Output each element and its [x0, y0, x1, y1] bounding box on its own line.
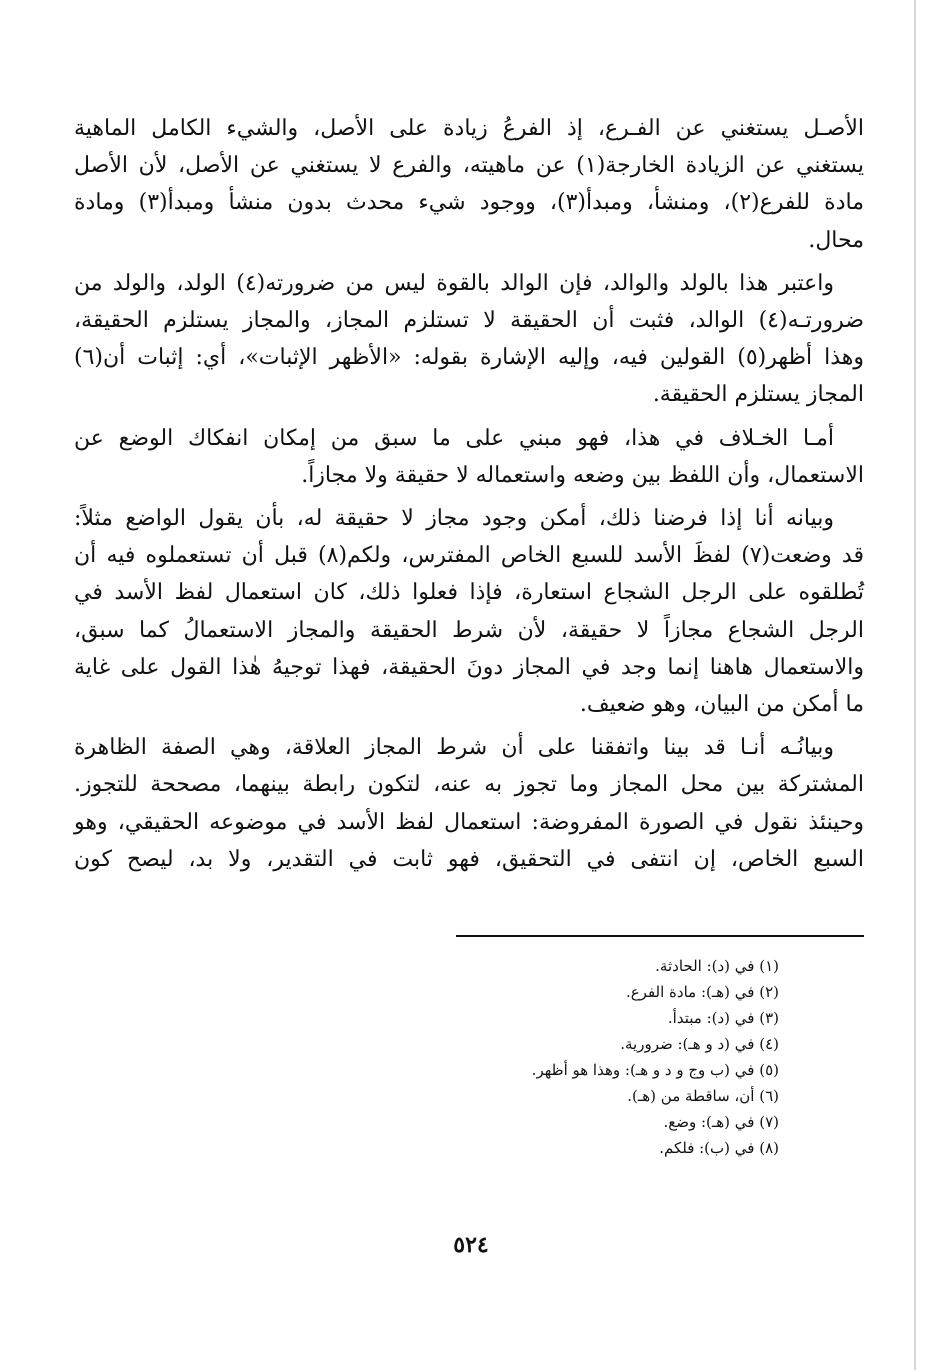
text-line: الرجل الشجاع مجازاً لا حقيقة، لأن شرط الحقيقة والمجاز الاستعمالُ كما سبق،	[74, 617, 864, 643]
text-line: واعتبر هذا بالولد والوالد، فإن الوالد بالقوة ليس من ضرورته(٤) الولد، والولد من	[74, 270, 834, 296]
text-line: يستغني عن الزيادة الخارجة(١) عن ماهيته، والفرع لا يستغني عن الأصل، لأن الأصل	[74, 153, 864, 179]
paragraph-5	[74, 729, 864, 878]
text-line: وبيانُـه أنـا قد بينا واتفقنا على أن شرط المجاز العلاقة، وهي الصفة الظاهرة	[74, 735, 834, 761]
page-edge-shadow	[914, 0, 916, 1370]
footnote-3: (٣) في (د): مبتدأ.	[667, 1009, 779, 1027]
text-line: ضرورتـه(٤) الوالد، فثبت أن الحقيقة لا تستلزم المجاز، والمجاز يستلزم الحقيقة،	[74, 308, 864, 334]
paragraph-3	[74, 420, 864, 494]
footnote-6: (٦) أن، ساقطة من (هـ).	[627, 1087, 779, 1105]
footnote-2: (٢) في (هـ): مادة الفرع.	[625, 983, 779, 1001]
text-line: المجاز يستلزم الحقيقة.	[652, 382, 864, 408]
paragraph-1	[74, 110, 864, 259]
text-line: الأصـل يستغني عن الفـرع، إذ الفرعُ زيادة على الأصل، والشيء الكامل الماهية	[74, 116, 864, 141]
text-line: مادة للفرع(٢)، ومنشأ، ومبدأ(٣)، ووجود شيء محدث بدون منشأ ومبدأ(٣) ومادة	[74, 190, 864, 216]
footnote-5: (٥) في (ب وج و د و هـ): وهذا هو أظهر.	[531, 1061, 779, 1079]
text-line: قد وضعت(٧) لفظَ الأسد للسبع الخاص المفترس، ولكم(٨) قبل أن تستعملوه فيه أن	[74, 543, 864, 569]
text-line: وهذا أظهر(٥) القولين فيه، وإليه الإشارة بقوله: «الأظهر الإثبات»، أي: إثبات أن(٦)	[74, 345, 864, 371]
footnote-4: (٤) في (د و هـ): ضرورية.	[620, 1035, 779, 1053]
footnote-divider	[456, 935, 864, 937]
footnote-8: (٨) في (ب): فلكم.	[659, 1139, 779, 1157]
footnote-7: (٧) في (هـ): وضع.	[663, 1113, 779, 1131]
page-number: ٥٢٤	[453, 1232, 489, 1258]
text-line: وبيانه أنا إذا فرضنا ذلك، أمكن وجود مجاز لا حقيقة له، بأن يقول الواضع مثلاً:	[74, 506, 834, 532]
main-text	[74, 110, 864, 878]
footnote-1: (١) في (د): الحادثة.	[655, 957, 779, 975]
text-line: أمـا الخـلاف في هذا، فهو مبني على ما سبق من إمكان انفكاك الوضع عن	[74, 425, 834, 451]
text-line: محال.	[808, 227, 864, 253]
paragraph-2	[74, 265, 864, 414]
text-line: المشتركة بين محل المجاز وما تجوز به عنه، لتكون رابطة بينهما، مصححة للتجوز.	[74, 772, 864, 798]
text-line: تُطلقوه على الرجل الشجاع استعارة، فإذا فعلوا ذلك، كان استعمال لفظ الأسد في	[74, 580, 864, 606]
text-line: ما أمكن من البيان، وهو ضعيف.	[579, 692, 864, 718]
text-line: السبع الخاص، إن انتفى في التحقيق، فهو ثابت في التقدير، ولا بد، ليصح كون	[74, 846, 864, 872]
paragraph-4	[74, 500, 864, 723]
text-line: وحينئذ نقول في الصورة المفروضة: استعمال لفظ الأسد في موضوعه الحقيقي، وهو	[74, 809, 864, 835]
text-line: الاستعمال، وأن اللفظ بين وضعه واستعماله لا حقيقة ولا مجازاً.	[301, 462, 864, 488]
text-line: والاستعمال هاهنا إنما وجد في المجاز دونَ الحقيقة، فهذا توجيهُ هٰذا القول على غاية	[74, 654, 864, 680]
footnotes	[359, 953, 779, 1161]
